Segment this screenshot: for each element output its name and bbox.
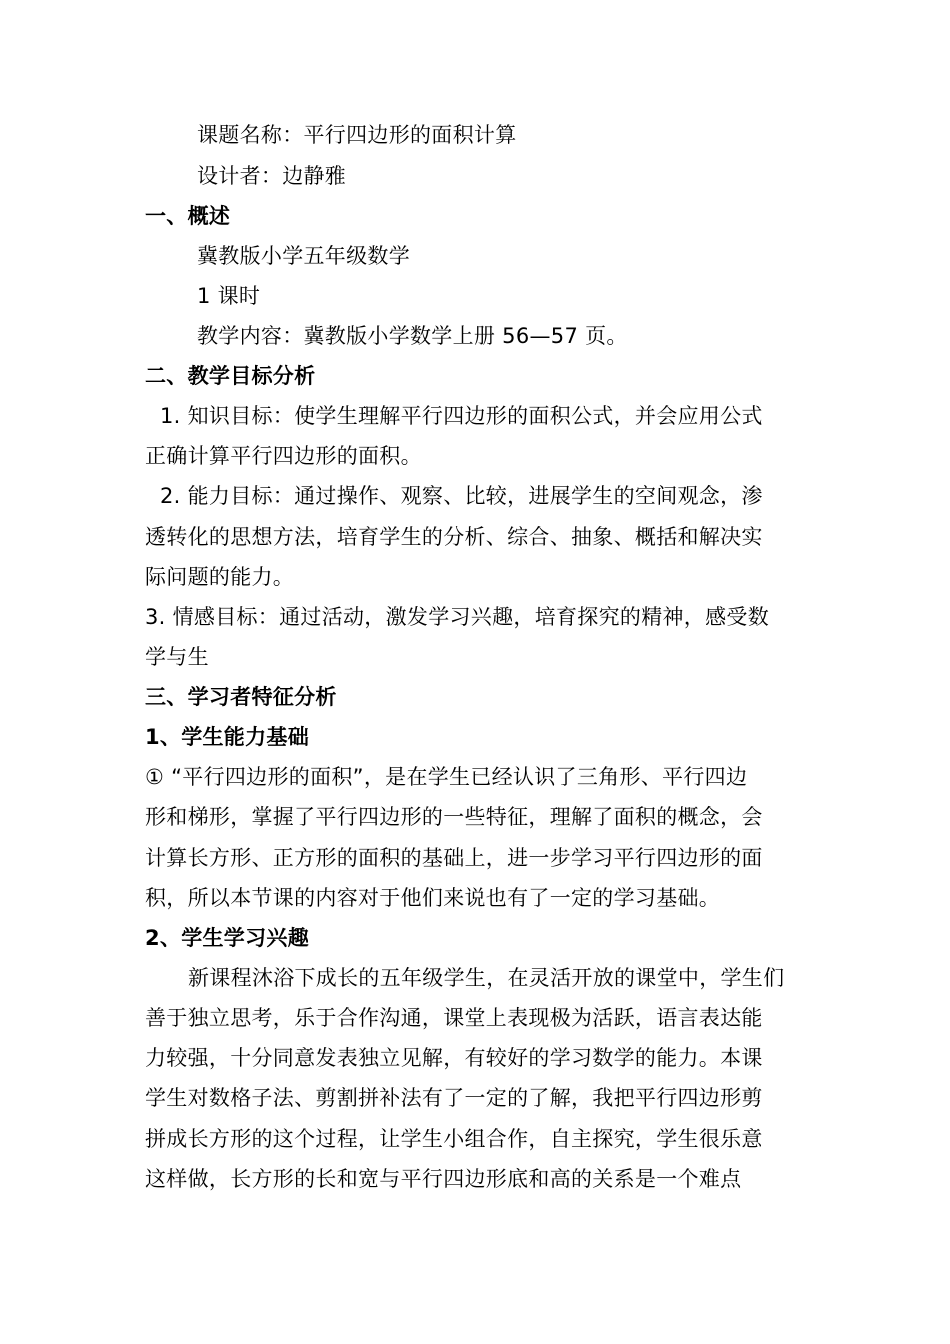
section-heading-overview: 一、概述 [145,204,231,228]
designer-line: 设计者：边静雅 [197,164,347,188]
overview-textbook-line: 冀教版小学五年级数学 [197,244,410,268]
knowledge-goal-line-2: 正确计算平行四边形的面积。 [145,444,422,468]
learning-interest-line-5: 拼成长方形的这个过程，让学生小组合作，自主探究，学生很乐意 [145,1127,763,1151]
emotion-goal-line-2: 学与生 [145,645,209,669]
learning-interest-line-4: 学生对数格子法、剪割拼补法有了一定的了解，我把平行四边形剪 [145,1086,763,1110]
ability-base-paragraph-line-1: ① “平行四边形的面积”，是在学生已经认识了三角形、平行四边 [145,765,748,789]
learning-interest-line-1: 新课程沐浴下成长的五年级学生，在灵活开放的课堂中，学生们 [188,966,785,990]
ability-base-paragraph-line-2: 形和梯形，掌握了平行四边形的一些特征，理解了面积的概念，会 [145,805,763,829]
emotion-goal-line-1: 3. 情感目标：通过活动，激发学习兴趣，培育探究的精神，感受数 [145,605,770,629]
ability-goal-line-1: 2. 能力目标：通过操作、观察、比较，进展学生的空间观念，渗 [160,484,763,508]
ability-base-paragraph-line-3: 计算长方形、正方形的面积的基础上，进一步学习平行四边形的面 [145,846,763,870]
knowledge-goal-line-1: 1. 知识目标：使学生理解平行四边形的面积公式，并会应用公式 [160,404,763,428]
ability-goal-line-2: 透转化的思想方法，培育学生的分析、综合、抽象、概括和解决实 [145,525,763,549]
learning-interest-line-2: 善于独立思考，乐于合作沟通，课堂上表现极为活跃，语言表达能 [145,1006,763,1030]
learning-interest-line-3: 力较强，十分同意发表独立见解，有较好的学习数学的能力。本课 [145,1046,763,1070]
ability-goal-line-3: 际问题的能力。 [145,565,295,589]
overview-hours-line: 1 课时 [197,284,261,308]
course-title-line: 课题名称：平行四边形的面积计算 [197,123,517,147]
overview-content-line: 教学内容：冀教版小学数学上册 56—57 页。 [197,324,628,348]
subheading-ability-base: 1、学生能力基础 [145,725,310,749]
learning-interest-line-6: 这样做，长方形的长和宽与平行四边形底和高的关系是一个难点 [145,1167,742,1191]
ability-base-paragraph-line-4: 积，所以本节课的内容对于他们来说也有了一定的学习基础。 [145,886,721,910]
section-heading-learner-analysis: 三、学习者特征分析 [145,685,337,709]
subheading-learning-interest: 2、学生学习兴趣 [145,926,310,950]
section-heading-goals: 二、教学目标分析 [145,364,316,388]
